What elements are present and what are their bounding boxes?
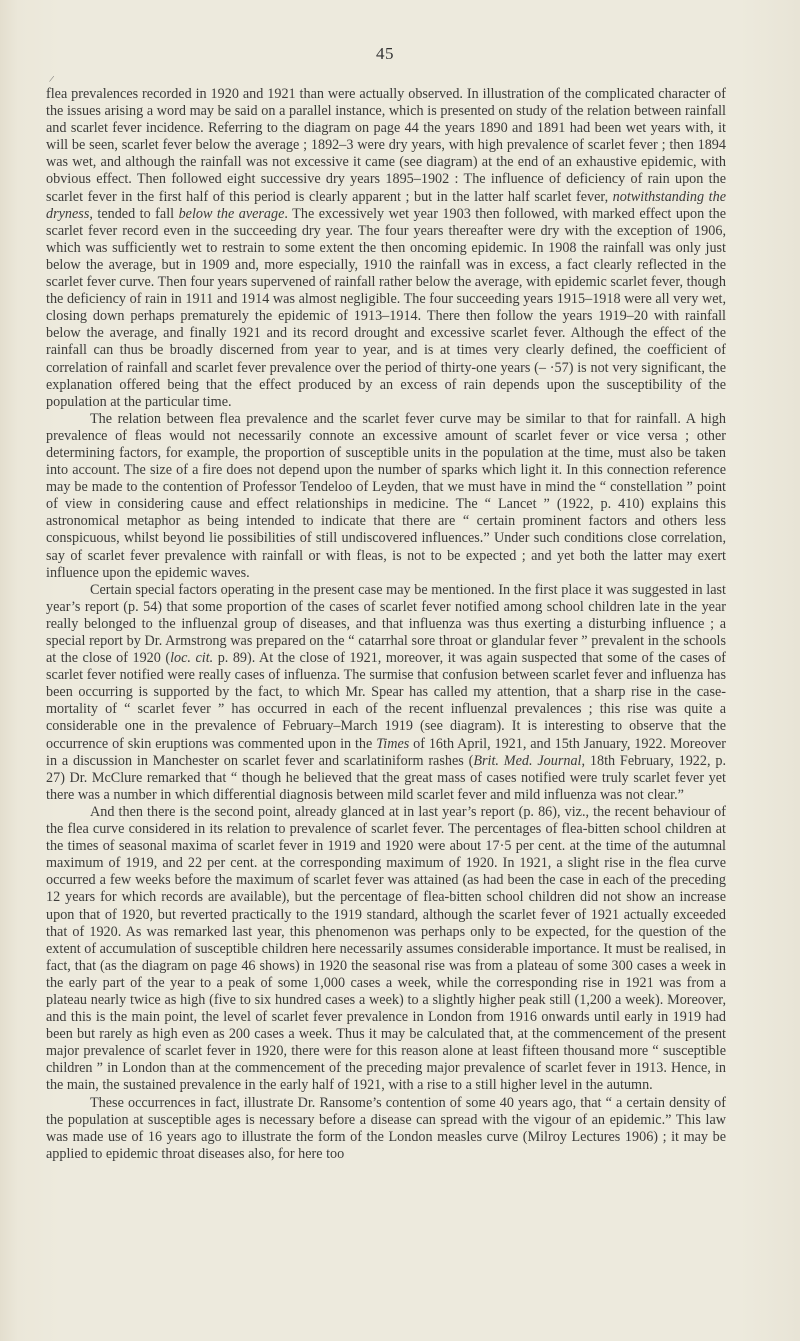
text-segment: of 16th April, 1921, and 15th January, 1922. Moreover in a discussion in Manchester on scarlet fever and scarlatiniform rashes ( <box>46 735 726 769</box>
italic-text: Times <box>376 735 410 752</box>
text-segment: . The excessively wet year 1903 then followed, with marked effect upon the scarlet fever record even in the succeeding dry year. The four years thereafter were dry with the exception of 1906, which was sufficiently wet to restrain to some extent the then oncoming epidemic. In 1908 the rainfall was only just below the average, but in 1909 and, more especially, 1910 the rainfall was in excess, a fact clearly reflected in the scarlet fever curve. Then four years supervened of rainfall rather below the average, with epidemic scarlet fever, though the deficiency of rain in 1911 and 1914 was almost negligible. The four succeeding years 1915–1918 were all very wet, closing down perhaps prematurely the epidemic of 1913–1914. There then follow the years 1919–20 with rainfall below the average, and finally 1921 and its record drought and excessive scarlet fever. Although the effect of the rainfall can thus be broadly discerned from year to year, and is at times very clearly defined, the coefficient of correlation of rainfall and scarlet fever prevalence over the period of thirty-one years (– ·57) is not very significant, the explanation offered being that the effect produced by an excess of rain depends upon the susceptibility of the population at the particular time. <box>46 205 726 410</box>
italic-text: Brit. Med. Journal <box>473 752 582 769</box>
text-segment: , 18th February, 1922, p. 27) Dr. McClure remarked that “ though he believed that the great mass of cases notified were truly scarlet fever yet there was a number in which differential diagnosis between mild scarlet fever and mild influenza was not clear.” <box>46 752 726 803</box>
text-segment: And then there is the second point, already glanced at in last year’s report (p. 86), viz., the recent behaviour of the flea curve considered in its relation to prevalence of scarlet fever. The percentages of flea-bitten school children at the times of seasonal maxima of scarlet fever in 1919 and 1920 were about 17·5 per cent. at the time of the autumnal maximum of 1919, and 22 per cent. at the corresponding maximum of 1920. In 1921, a slight rise in the flea curve occurred a few weeks before the maximum of scarlet fever was attained (as had been the case in each of the preceding 12 years for which records are available), but the percentage of flea-bitten school children did not show an increase upon that of 1920, but reverted practically to the 1919 standard, although the scarlet fever of 1921 actually exceeded that of 1920. As was remarked last year, this phenomenon was perhaps only to be expected, for the question of the extent of accumulation of susceptible children here necessarily assumes considerable importance. It must be realised, in fact, that (as the diagram on page 46 shows) in 1920 the seasonal rise was from a plateau of some 300 cases a week in the early part of the year to a peak of some 1,000 cases a week, while the corresponding rise in 1921 was from a plateau nearly twice as high (five to six hundred cases a week) to a slightly higher peak still (1,200 a week). Moreover, and this is the main point, the level of scarlet fever prevalence in London from 1916 onwards until early in 1919 had been but rarely as high even as 200 cases a week. Thus it may be calculated that, at the commencement of the present major prevalence of scarlet fever in 1920, there were for this reason alone at least fifteen thousand more “ susceptible children ” in London than at the commencement of the preceding major prevalence of scarlet fever in 1913. Hence, in the main, the sustained prevalence in the early half of 1921, with a rise to a still higher level in the autumn. <box>46 803 726 1094</box>
text-segment: The relation between flea prevalence and the scarlet fever curve may be similar to that for rainfall. A high prevalence of fleas would not necessarily connote an excessive amount of scarlet fever or vice versa ; other determining factors, for example, the proportion of susceptible units in the population at the time, must also be taken into account. The size of a fire does not depend upon the number of sparks which light it. In this connection reference may be made to the contention of Professor Tendeloo of Leyden, that we must have in mind the “ constellation ” point of view in considering cause and effect relationships in medicine. The “ Lancet ” (1922, p. 410) explains this astronomical metaphor as being intended to indicate that there are “ certain prominent factors and others less conspicuous, whilst beyond lie possibilities of still undiscovered influences.” Under such conditions close correlation, say of scarlet fever prevalence with rainfall or with fleas, is not to be expected ; and yet both the latter may exert influence upon the epidemic waves. <box>46 410 726 581</box>
text-segment: , tended to fall <box>89 205 179 222</box>
margin-pencil-mark: / <box>48 73 55 86</box>
italic-text: below the average <box>178 205 285 222</box>
page-number: 45 <box>376 44 394 63</box>
text-segment: Certain special factors operating in the present case may be mentioned. In the first place it was suggested in last year’s report (p. 54) that some proportion of the cases of scarlet fever notified among school children late in the year really belonged to the influenzal group of diseases, and that influenza was thus exerting a disturbing influence ; a special report by Dr. Armstrong was prepared on the “ catarrhal sore throat or glandular fever ” prevalent in the schools at the close of 1920 ( <box>46 581 726 667</box>
text-segment: flea prevalences recorded in 1920 and 1921 than were actually observed. In illustration of the complicated character of the issues arising a word may be said on a parallel instance, which is presented on study of the relation between rainfall and scarlet fever incidence. Referring to the diagram on page 44 the years 1890 and 1891 had been wet years with, it will be seen, scarlet fever below the average ; 1892–3 were dry years, with high prevalence of scarlet fever ; then 1894 was wet, and although the rainfall was not excessive it came (see diagram) at the end of an exhaustive epidemic, with obvious effect. Then followed eight successive dry years 1895–1902 : The influence of deficiency of rain upon the scarlet fever in the first half of this period is clearly apparent ; but in the latter half scarlet fever, <box>46 86 726 205</box>
paragraph-flea-curve-behaviour <box>46 804 726 1095</box>
body-text <box>46 86 726 1163</box>
italic-text: loc. cit. <box>170 650 214 667</box>
paragraph-special-factors <box>46 582 726 804</box>
text-segment: p. 89). At the close of 1921, moreover, it was again suspected that some of the cases of scarlet fever notified were really cases of influenza. The surmise that confusion between scarlet fever and influenza has been occurring is supported by the fact, to which Mr. Spear has called my attention, that a sharp rise in the case-mortality of “ scarlet fever ” has occurred in each of the recent influenzal prevalences ; this rise was quite a considerable one in the prevalence of February–March 1919 (see diagram). It is interesting to observe that the occurrence of skin eruptions was commented upon in the <box>46 650 727 752</box>
paragraph-flea-prevalence <box>46 411 726 582</box>
paragraph-rainfall-relation <box>46 86 726 411</box>
text-segment: These occurrences in fact, illustrate Dr. Ransome’s contention of some 40 years ago, that “ a certain density of the population at susceptible ages is necessary before a disease can spread with the vigour of an epidemic.” This law was made use of 16 years ago to illustrate the form of the London measles curve (Milroy Lectures 1906) ; it may be applied to epidemic throat diseases also, for here too <box>46 1094 726 1162</box>
paragraph-ransome-contention <box>46 1095 726 1163</box>
italic-text: notwithstanding the dryness <box>46 188 726 222</box>
